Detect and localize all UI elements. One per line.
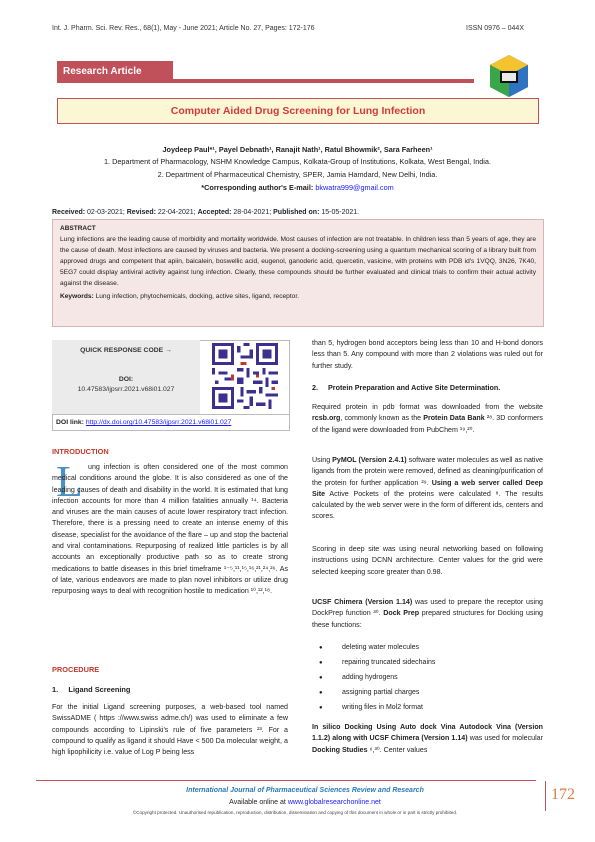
- chimera-name: UCSF Chimera (Version 1.14): [312, 598, 413, 606]
- introduction-text: ung infection is often considered one of the most common medical conditions around the globe. It is also considered as one of the leading causes of death and disability in the world. It is estimated that lung infection accounts for more than 4 million fatalities annually ¹⁴. Bacteria and viruses are the main causes of acute lower respiratory tract infection. Therefore, there is a pressing need to create an intense enemy of this disease, specialist for the avoidance of the flare – up and stop the bacterial and viral contaminations. Repurposing of realized little particles is by all accounts an exceptionally productive path so as to create strong medications to battle diseases in this brief timeframe ¹⁻⁵,¹¹,¹⁵,¹⁶,²¹,²⁴,²⁶. As of late, various endeavors are made to plan novel inhibitors or utilize drug repurposing ways to deal with recognition hostile to medication ¹⁰,¹²,¹⁸.: [52, 463, 288, 596]
- list-item: ● adding hydrogens: [312, 674, 543, 689]
- article-title: Computer Aided Drug Screening for Lung Infection: [57, 98, 539, 124]
- footer-available-online: [120, 799, 490, 806]
- doi-value: 10.47583/ijpsrr.2021.v68i01.027: [77, 386, 175, 393]
- insilico-text-b: was used for molecular: [469, 734, 543, 743]
- footer-copyright: ©Copyright protected. Unauthorised republication, reproduction, distribution, dissemination and copying of this document in whole or in part is strictly prohibited.: [132, 810, 458, 815]
- ligand-screening-text: For the initial Ligand screening purposes, a web-based tool named SwissADME ( https ://www.swiss adme.ch/) was used to eliminate a few compounds according to Lipinski's rule of five parameters ²³. For a compound to qualify as ligand it should Have < 500 Da molecular weight, a high lipophilicity i.e. value of Log P being less: [52, 703, 288, 757]
- accepted-date: 28-04-2021;: [233, 209, 272, 216]
- doi-label: DOI:: [118, 376, 134, 383]
- protein-paragraph-3: Scoring in deep site was using neural networking based on following instructions using DCNN architecture. Center values for the grid were selected keeping score greater than 0.98.: [312, 545, 543, 576]
- available-label: Available online at: [229, 799, 286, 806]
- abstract-text: Lung infections are the leading cause of morbidity and mortality worldwide. Most causes of infection are not treatable. In children less than 5 years of age, they are the cause of death. Most infections are caused by viruses and bacteria. We present a docking-screening using a quantum mechanical scoring of a library built from approved drugs and competent that apiin, baicalein, boswellic acid, eugenol, ganoderic acid, quercetin, vasicine, with proteins with PDB id's 1VQQ, 3N26, 7K40, 5EG7 could display antiviral activity against lung infection. Clearly, these compounds should be further evaluated and clinical trials to confirm their actual activity against the disease.: [60, 236, 536, 287]
- keywords: [60, 291, 536, 302]
- protein-paragraph-2: [312, 455, 543, 523]
- list-item: ● assigning partial charges: [312, 689, 543, 704]
- badge-divider: [173, 79, 474, 83]
- affiliation-1: 1. Department of Pharmacology, NSHM Knowledge Campus, Kolkata-Group of Institutions, Kolkata, West Bengal, India.: [103, 157, 492, 166]
- protein-preparation-heading: 2. Protein Preparation and Active Site Determination.: [312, 383, 501, 392]
- p1-text-a: Required protein in pdb format was downloaded from the website: [312, 403, 543, 411]
- keywords-label: Keywords:: [60, 293, 94, 300]
- affiliation-2: 2. Department of Pharmaceutical Chemistry, SPER, Jamia Hamdard, New Delhi, India.: [157, 170, 438, 179]
- page-number: 172: [551, 786, 575, 803]
- received-date: 02-03-2021;: [87, 209, 125, 216]
- article-type-badge: Research Article: [57, 61, 173, 83]
- insilico-text-c: ⁶,³⁰. Center values: [369, 745, 428, 754]
- pymol-name: PyMOL (Version 2.4.1): [332, 456, 407, 464]
- journal-logo-icon: [486, 53, 532, 99]
- running-header-citation: Int. J. Pharm. Sci. Rev. Res., 68(1), May - June 2021; Article No. 27, Pages: 172-176: [52, 25, 315, 32]
- page-number-divider: [545, 781, 546, 811]
- footer-journal-name: International Journal of Pharmaceutical Sciences Review and Research: [186, 787, 424, 794]
- received-label: Received:: [52, 209, 86, 216]
- published-date: 15-05-2021.: [321, 209, 360, 216]
- revised-date: 22-04-2021;: [157, 209, 196, 216]
- deep-site-name: Using a web server called Deep Site: [312, 478, 543, 498]
- p2-text-a: Using: [312, 456, 331, 464]
- revised-label: Revised:: [126, 209, 156, 216]
- insilico-heading: In silico Docking Using Auto dock Vina Autodock Vina (Version 1.1.2) along with UCSF Chimera (Version 1.14): [312, 723, 543, 743]
- article-dates: [52, 209, 359, 216]
- chimera-text-c: prepared structures for Docking using these functions:: [312, 609, 543, 629]
- list-item: ● deleting water molecules: [312, 644, 543, 659]
- footer-url-link[interactable]: www.globalresearchonline.net: [287, 799, 381, 806]
- dockprep-bullet-list: [312, 644, 543, 719]
- chimera-text-b: was used to prepare the receptor using DockPrep function ³⁰.: [312, 598, 543, 618]
- authors: Joydeep Paul*¹, Payel Debnath¹, Ranajit Nath¹, Ratul Bhowmik², Sara Farheen¹: [162, 145, 433, 154]
- qr-code-icon: [212, 343, 278, 409]
- right-continued-text: than 5, hydrogen bond acceptors being less than 10 and H-bond donors less than 5. Any compound with more than 2 violations was ruled out for further study.: [312, 339, 543, 370]
- corresponding-label: *Corresponding author's E-mail:: [201, 183, 314, 192]
- abstract-heading: ABSTRACT: [60, 225, 96, 232]
- doi-link[interactable]: http://dx.doi.org/10.47583/ijpsrr.2021.v68i01.027: [85, 419, 232, 426]
- p2-text-b: software water molecules as well as native ligands from the protein were removed, defined as cleaning/purification of the protein for further application ²⁹.: [312, 456, 543, 487]
- doi-link-row: [52, 414, 290, 431]
- list-item: ● writing files in Mol2 format: [312, 704, 543, 719]
- running-header-issn: ISSN 0976 – 044X: [466, 25, 524, 32]
- procedure-heading: PROCEDURE: [52, 665, 100, 674]
- footer-divider: [36, 780, 536, 781]
- insilico-paragraph: [312, 722, 543, 756]
- protein-paragraph-1: [312, 402, 543, 436]
- rcsb-link[interactable]: rcsb.org: [312, 414, 341, 423]
- corresponding-email-link[interactable]: bkwatra999@gmail.com: [315, 183, 394, 192]
- list-item: ● repairing truncated sidechains: [312, 659, 543, 674]
- docking-studies: Docking Studies: [312, 745, 368, 754]
- abstract-box: [52, 219, 544, 327]
- introduction-dropcap: L: [56, 457, 83, 506]
- qr-code-label: QUICK RESPONSE CODE →: [80, 347, 172, 354]
- ligand-screening-heading: 1. Ligand Screening: [52, 685, 131, 694]
- introduction-heading: INTRODUCTION: [52, 447, 109, 456]
- chimera-paragraph: [312, 597, 543, 631]
- p1-text-c: ²⁸. 3D conformers of the ligand were downloaded from PubChem ¹⁹,²⁰.: [312, 414, 543, 434]
- p2-text-c: Active Pockets of the proteins were calculated ⁸. The results calculated by the web server were in the form of different ids, centers and scores.: [312, 489, 543, 521]
- keywords-text: Lung infection, phytochemicals, docking, active sites, ligand, receptor.: [95, 293, 299, 300]
- accepted-label: Accepted:: [197, 209, 232, 216]
- dock-prep-name: Dock Prep: [383, 609, 420, 618]
- corresponding-author: [30, 183, 565, 192]
- protein-data-bank: Protein Data Bank: [423, 414, 485, 423]
- published-label: Published on:: [273, 209, 320, 216]
- p1-text-b: , commonly known as the: [340, 414, 422, 423]
- doi-link-label: DOI link:: [56, 419, 84, 426]
